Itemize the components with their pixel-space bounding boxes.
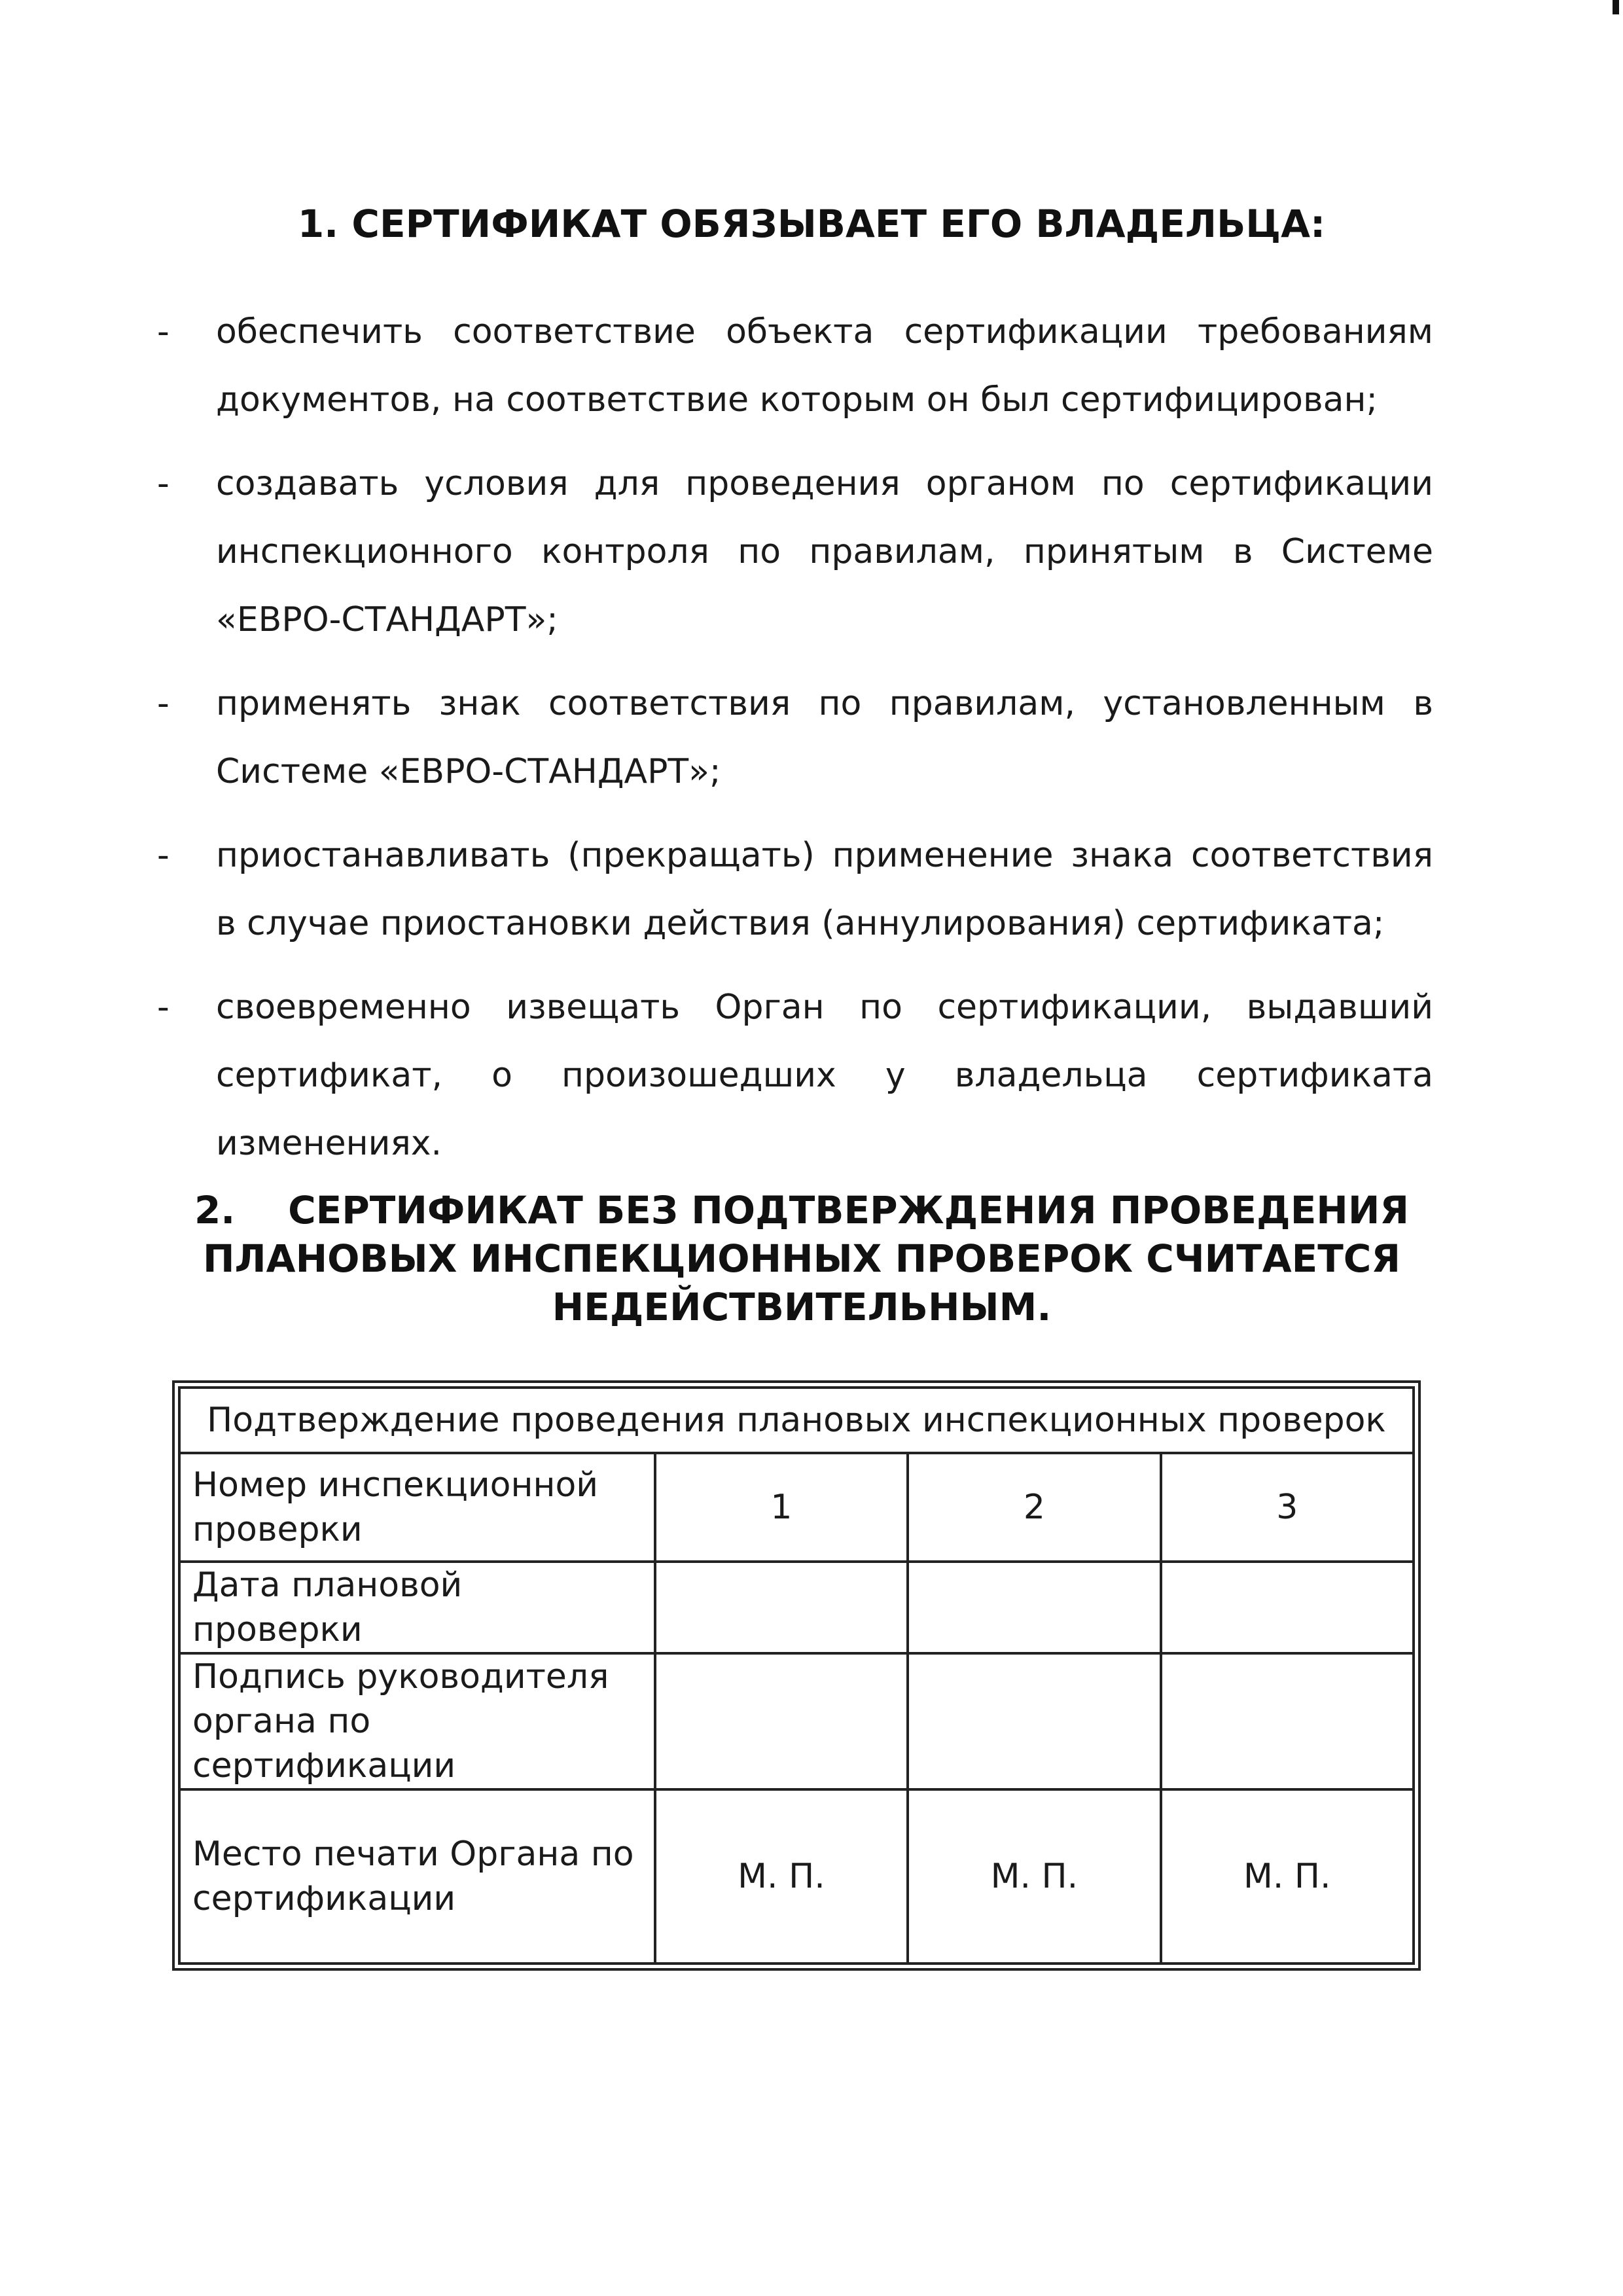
table-row bbox=[179, 1789, 1414, 1964]
section-2-title bbox=[164, 1186, 1440, 1331]
signature-cell[interactable] bbox=[1161, 1653, 1414, 1789]
list-dash: - bbox=[157, 312, 169, 351]
section-2-title-line: ПЛАНОВЫХ ИНСПЕКЦИОННЫХ ПРОВЕРОК СЧИТАЕТСЯ bbox=[202, 1236, 1401, 1281]
obligations-list bbox=[157, 298, 1433, 1193]
obligation-text: применять знак соответствия по правилам, установленным в Системе «ЕВРО-СТАНДАРТ»; bbox=[216, 684, 1433, 791]
list-dash: - bbox=[157, 988, 169, 1027]
date-cell[interactable] bbox=[908, 1562, 1160, 1653]
section-2-title-line: НЕДЕЙСТВИТЕЛЬНЫМ. bbox=[552, 1285, 1052, 1329]
obligation-item bbox=[157, 298, 1433, 434]
stamp-place-cell: М. П. bbox=[1161, 1789, 1414, 1964]
row-label: Номер инспекционной проверки bbox=[179, 1453, 655, 1562]
row-label: Подпись руководителя органа по сертификации bbox=[179, 1653, 655, 1789]
table-row bbox=[179, 1653, 1414, 1789]
list-dash: - bbox=[157, 464, 169, 503]
table-header-row bbox=[179, 1388, 1414, 1453]
stamp-place-cell: М. П. bbox=[908, 1789, 1160, 1964]
stamp-place-cell: М. П. bbox=[655, 1789, 908, 1964]
row-label: Место печати Органа по сертификации bbox=[179, 1789, 655, 1964]
inspection-table bbox=[178, 1386, 1415, 1965]
section-1-title: 1. СЕРТИФИКАТ ОБЯЗЫВАЕТ ЕГО ВЛАДЕЛЬЦА: bbox=[297, 202, 1326, 246]
obligation-item bbox=[157, 973, 1433, 1177]
obligation-item bbox=[157, 450, 1433, 654]
table-row bbox=[179, 1453, 1414, 1562]
obligation-item bbox=[157, 821, 1433, 958]
obligation-text: приостанавливать (прекращать) применение знака соответствия в случае приостановки действия (аннулирования) сертификата; bbox=[216, 836, 1433, 943]
table-header: Подтверждение проведения плановых инспекционных проверок bbox=[179, 1388, 1414, 1453]
table-row bbox=[179, 1562, 1414, 1653]
list-dash: - bbox=[157, 684, 169, 723]
obligation-text: своевременно извещать Орган по сертификации, выдавший сертификат, о произошедших у владельца сертификата изменениях. bbox=[216, 988, 1433, 1163]
obligation-item bbox=[157, 670, 1433, 806]
date-cell[interactable] bbox=[1161, 1562, 1414, 1653]
scan-edge-mark bbox=[1613, 0, 1619, 14]
row-label: Дата плановой проверки bbox=[179, 1562, 655, 1653]
section-2-title-line: 2. СЕРТИФИКАТ БЕЗ ПОДТВЕРЖДЕНИЯ ПРОВЕДЕНИЯ bbox=[194, 1188, 1410, 1232]
obligation-text: обеспечить соответствие объекта сертификации требованиям документов, на соответствие которым он был сертифицирован; bbox=[216, 312, 1433, 420]
signature-cell[interactable] bbox=[908, 1653, 1160, 1789]
inspection-number-cell: 3 bbox=[1161, 1453, 1414, 1562]
inspection-number-cell: 1 bbox=[655, 1453, 908, 1562]
date-cell[interactable] bbox=[655, 1562, 908, 1653]
inspection-number-cell: 2 bbox=[908, 1453, 1160, 1562]
obligation-text: создавать условия для проведения органом по сертификации инспекционного контроля по правилам, принятым в Системе «ЕВРО-СТАНДАРТ»; bbox=[216, 464, 1433, 639]
signature-cell[interactable] bbox=[655, 1653, 908, 1789]
list-dash: - bbox=[157, 836, 169, 875]
